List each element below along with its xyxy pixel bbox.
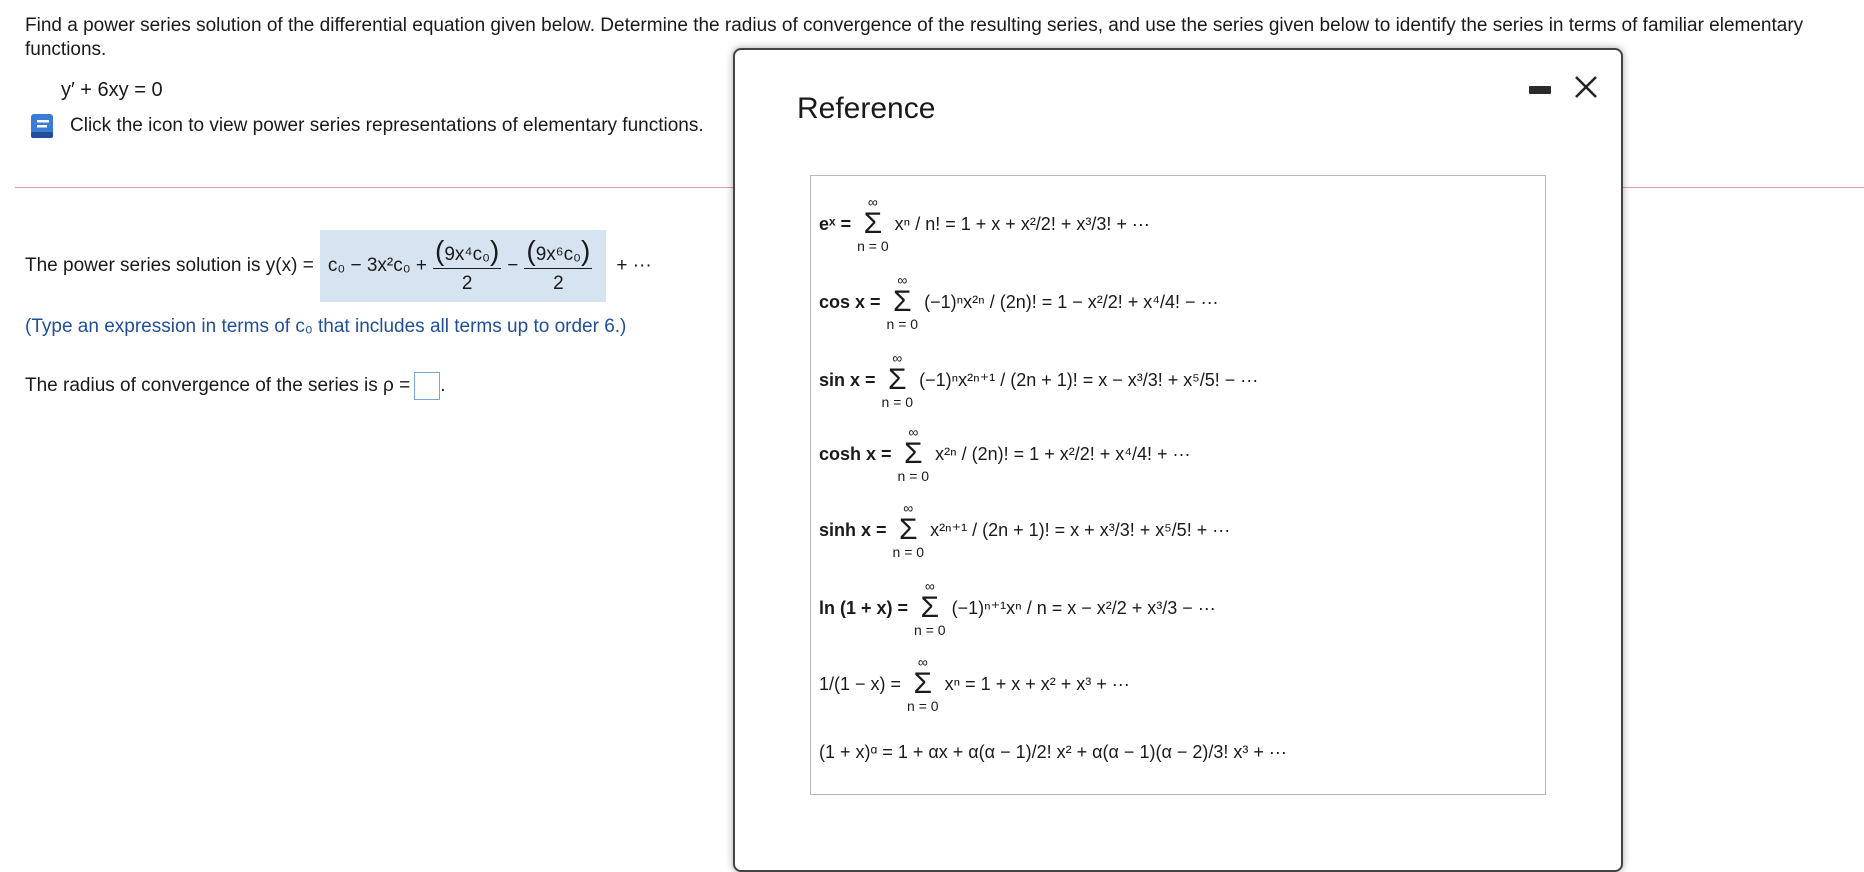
solution-prefix: The power series solution is y(x) = bbox=[25, 255, 314, 276]
radius-input[interactable] bbox=[414, 372, 440, 400]
help-row bbox=[28, 112, 704, 140]
dialog-title: Reference bbox=[797, 92, 936, 125]
sigma-icon: ∞ Σ n = 0 bbox=[886, 272, 919, 332]
formula-sin: sin x = ∞ Σ n = 0 (−1)ⁿx²ⁿ⁺¹ / (2n + 1)! = x − x³/3! + x⁵/5! − ··· bbox=[819, 350, 1259, 410]
solution-hint: (Type an expression in terms of c₀ that includes all terms up to order 6.) bbox=[25, 316, 627, 337]
fraction-2-denominator: 2 bbox=[553, 273, 564, 294]
fraction-1-numerator: 9x⁴c₀ bbox=[444, 244, 490, 265]
answer-term1: c₀ − 3x²c₀ + bbox=[327, 255, 428, 276]
answer-fraction-2: $\frac{\text{(9x⁶c₀)}}{2}$ bbox=[526, 235, 591, 294]
sigma-icon: ∞ Σ n = 0 bbox=[881, 350, 914, 410]
sigma-icon: ∞ Σ n = 0 bbox=[897, 424, 930, 484]
reference-dialog bbox=[733, 48, 1623, 872]
formula-cos: cos x = ∞ Σ n = 0 (−1)ⁿx²ⁿ / (2n)! = 1 − x²/2! + x⁴/4! − ··· bbox=[819, 272, 1219, 332]
radius-row bbox=[25, 372, 446, 400]
differential-equation: y′ + 6xy = 0 bbox=[61, 79, 163, 101]
problem-prompt: Find a power series solution of the differential equation given below. Determine the radius of convergence of the resulting series, and use the series given below to identify the series in terms of familiar elementary functions. bbox=[25, 15, 1804, 60]
formula-ln: ln (1 + x) = ∞ Σ n = 0 (−1)ⁿ⁺¹xⁿ / n = x − x²/2 + x³/3 − ··· bbox=[819, 578, 1216, 638]
radius-end: . bbox=[440, 375, 446, 396]
formula-exp: eˣ = ∞ Σ n = 0 xⁿ / n! = 1 + x + x²/2! + x³/3! + ··· bbox=[819, 194, 1150, 254]
formula-cosh: cosh x = ∞ Σ n = 0 x²ⁿ / (2n)! = 1 + x²/2! + x⁴/4! + ··· bbox=[819, 424, 1191, 484]
close-icon[interactable] bbox=[1571, 72, 1601, 102]
help-text: Click the icon to view power series representations of elementary functions. bbox=[70, 115, 704, 136]
formula-binomial: (1 + x)ᵅ = 1 + αx + α(α − 1)/2! x² + α(α − 1)(α − 2)/3! x³ + ··· bbox=[819, 742, 1287, 762]
reference-formulas bbox=[810, 175, 1546, 795]
fraction-1-denominator: 2 bbox=[461, 273, 473, 294]
sigma-icon: ∞ Σ n = 0 bbox=[892, 500, 925, 560]
answer-minus: − bbox=[507, 255, 519, 276]
radius-label: The radius of convergence of the series is ρ = bbox=[25, 375, 411, 396]
solution-line bbox=[25, 230, 652, 302]
minimize-icon[interactable] bbox=[1529, 86, 1551, 94]
sigma-icon: ∞ Σ n = 0 bbox=[857, 194, 889, 254]
answer-fraction-1: $\frac{\text{(9x⁴c₀)}}{2}$ bbox=[435, 235, 500, 294]
solution-suffix: + ··· bbox=[616, 255, 652, 276]
formula-geometric: 1/(1 − x) = ∞ Σ n = 0 xⁿ = 1 + x + x² + x³ + ··· bbox=[819, 654, 1130, 714]
sigma-icon: ∞ Σ n = 0 bbox=[914, 578, 946, 638]
fraction-2-numerator: 9x⁶c₀ bbox=[535, 244, 582, 265]
book-icon[interactable] bbox=[28, 112, 58, 140]
formula-sinh: sinh x = ∞ Σ n = 0 x²ⁿ⁺¹ / (2n + 1)! = x + x³/3! + x⁵/5! + ··· bbox=[819, 500, 1231, 560]
sigma-icon: ∞ Σ n = 0 bbox=[907, 654, 939, 714]
solution-answer-box[interactable] bbox=[320, 230, 607, 302]
